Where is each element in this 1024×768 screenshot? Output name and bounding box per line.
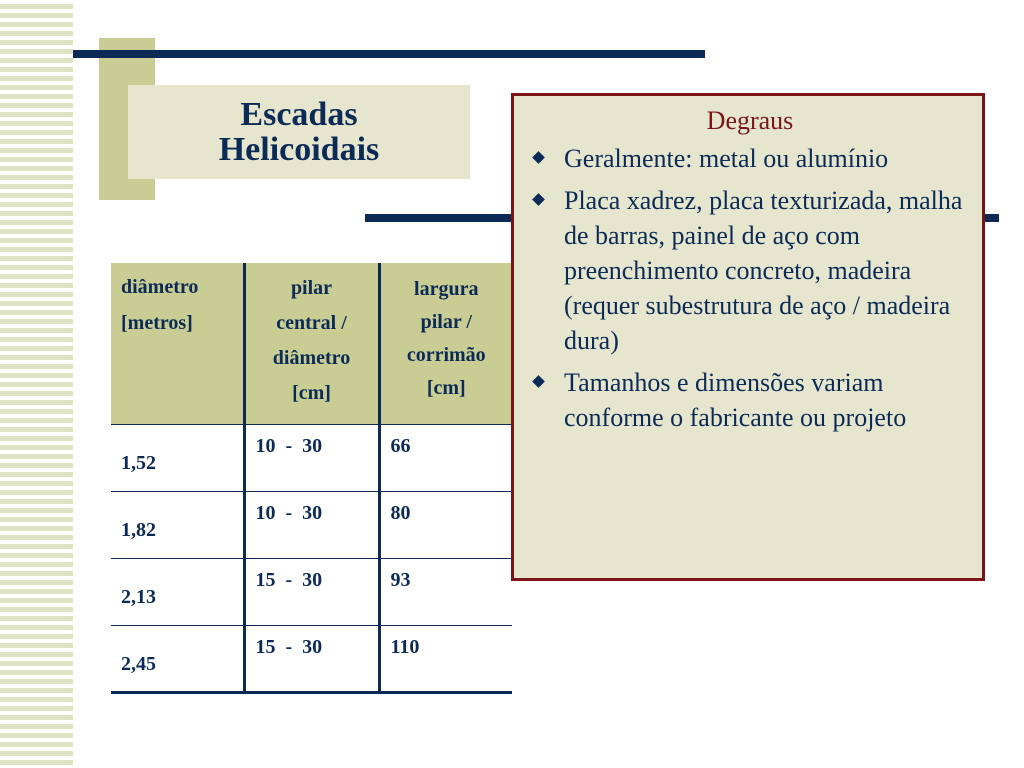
title-line-2: Helicoidais: [218, 131, 380, 168]
header-text: corrimão: [406, 344, 486, 366]
list-item: [530, 365, 970, 435]
list-item: [530, 183, 970, 358]
dimensions-table: [111, 263, 512, 694]
table-cell: 1,82: [111, 491, 244, 558]
list-item: [530, 141, 970, 176]
table-cell: 1,52: [111, 424, 244, 491]
callout-bullet-list: [530, 141, 970, 435]
table-row: [111, 625, 512, 692]
diamond-bullet-icon: [532, 193, 545, 206]
header-diametro: [111, 263, 244, 424]
callout-heading: Degraus: [706, 106, 794, 135]
header-pilar-central: [244, 263, 379, 424]
header-text: [cm]: [292, 382, 331, 404]
bullet-text: Tamanhos e dimensões variam conforme o fabricante ou projeto: [564, 368, 907, 432]
bullet-text: Placa xadrez, placa texturizada, malha de barras, painel de aço com preenchimento concreto, madeira (requer subestrutura de aço / madeira dura): [564, 186, 963, 355]
slide-title: [128, 85, 470, 179]
header-text: pilar /: [420, 311, 472, 333]
title-line-1: Escadas: [240, 96, 358, 133]
header-text: diâmetro: [121, 276, 199, 298]
bullet-text: Geralmente: metal ou alumínio: [564, 144, 889, 173]
decorative-stripes: [0, 0, 73, 768]
table-cell: 2,13: [111, 558, 244, 625]
table-cell: 110: [379, 625, 512, 692]
table-row: [111, 424, 512, 491]
header-text: [metros]: [121, 312, 193, 334]
header-text: [cm]: [426, 377, 466, 399]
header-largura: [379, 263, 512, 424]
diamond-bullet-icon: [532, 151, 545, 164]
top-rule-overlay: [73, 50, 705, 58]
diamond-bullet-icon: [532, 375, 545, 388]
table-cell: 80: [379, 491, 512, 558]
table-cell: 15 - 30: [244, 625, 379, 692]
header-text: pilar: [290, 277, 333, 299]
header-text: diâmetro: [272, 347, 351, 369]
table-cell: 15 - 30: [244, 558, 379, 625]
table-row: [111, 491, 512, 558]
table-cell: 93: [379, 558, 512, 625]
table-header-row: [111, 263, 512, 424]
table-cell: 66: [379, 424, 512, 491]
table-cell: 2,45: [111, 625, 244, 692]
degraus-callout: [511, 93, 985, 581]
table-row: [111, 558, 512, 625]
header-text: central /: [276, 312, 347, 334]
table-cell: 10 - 30: [244, 491, 379, 558]
table-cell: 10 - 30: [244, 424, 379, 491]
header-text: largura: [414, 278, 479, 300]
